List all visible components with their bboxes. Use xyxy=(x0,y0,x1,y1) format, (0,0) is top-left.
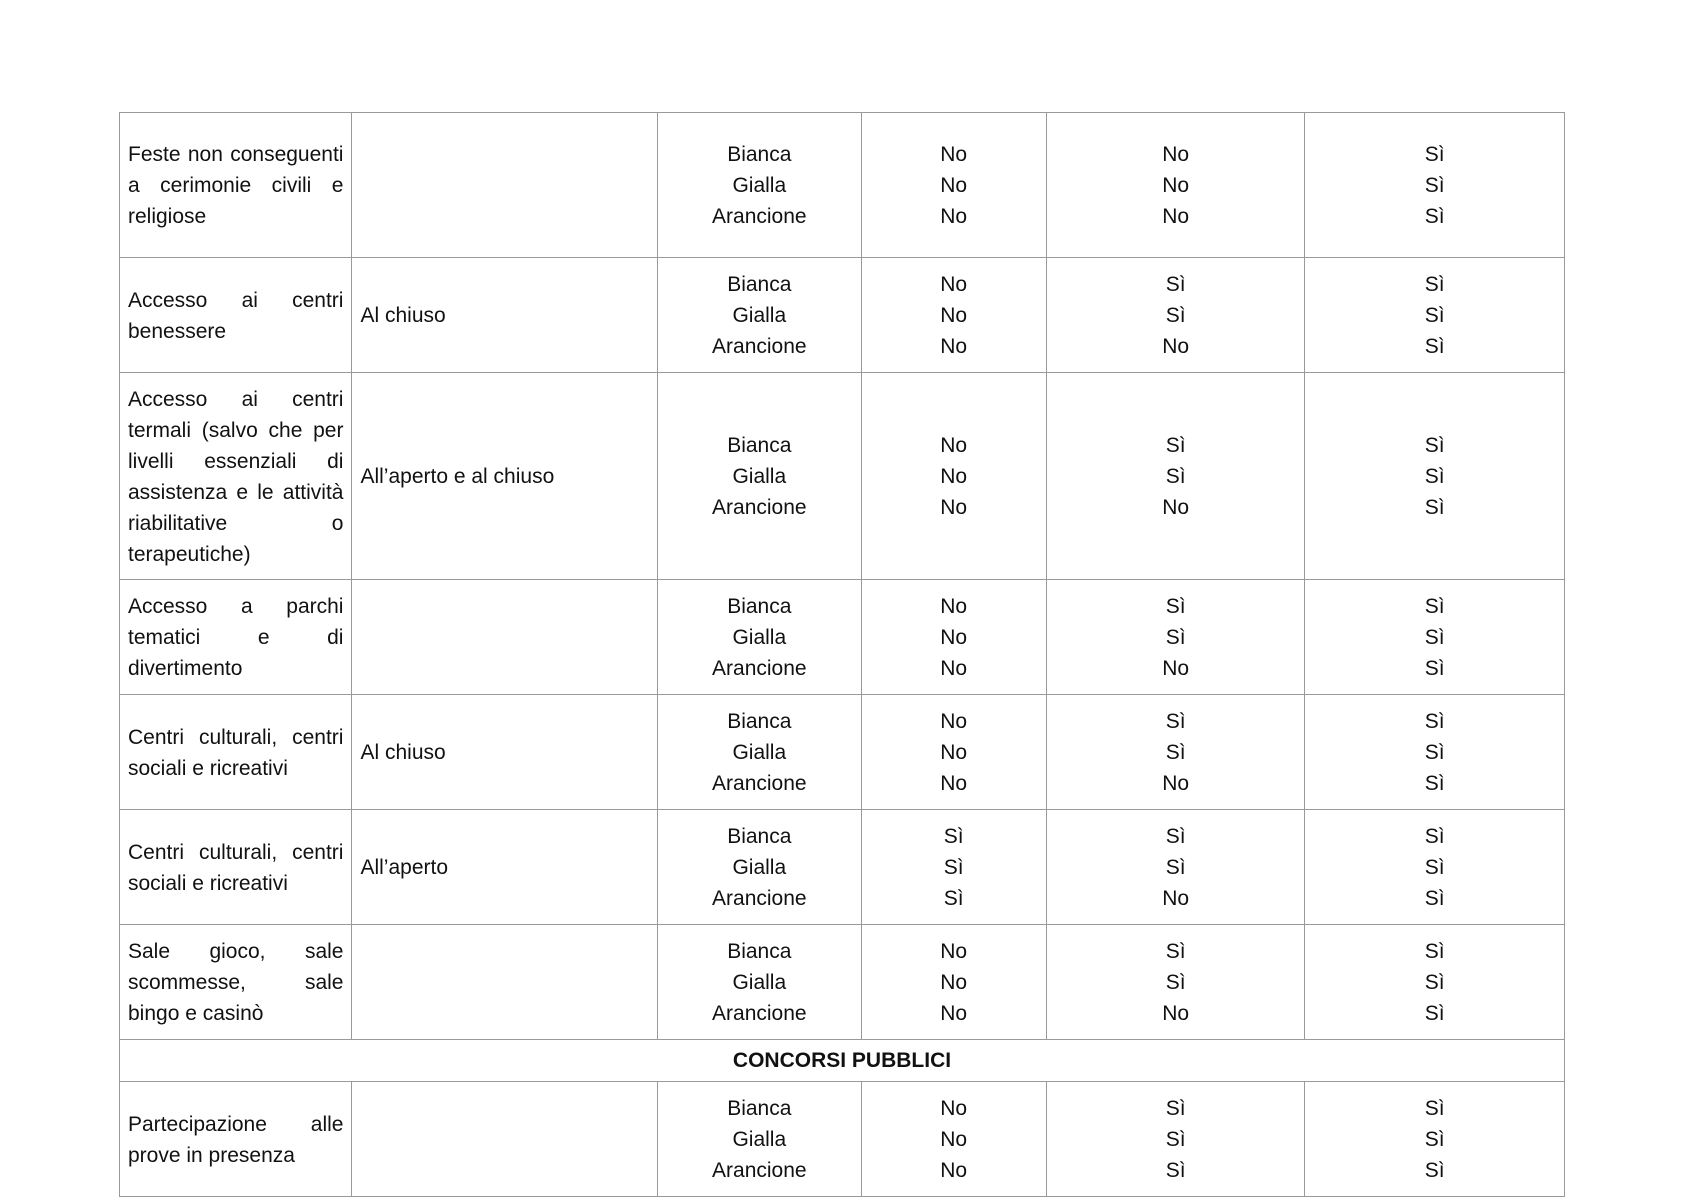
table-row xyxy=(120,258,1565,373)
column-4-cell xyxy=(861,258,1046,373)
table-row xyxy=(120,580,1565,695)
value: Sì xyxy=(1424,433,1445,457)
column-5-cell xyxy=(1046,258,1305,373)
setting-cell: All’aperto xyxy=(352,810,658,925)
zone-orange: Arancione xyxy=(712,1158,807,1182)
value: No xyxy=(940,709,968,733)
activity-cell: Accesso ai centri benessere xyxy=(120,258,352,373)
zone-white: Bianca xyxy=(727,272,792,296)
column-6-cell xyxy=(1305,580,1565,695)
zone-yellow: Gialla xyxy=(732,625,787,649)
value: Sì xyxy=(1424,495,1445,519)
zone-white: Bianca xyxy=(727,824,792,848)
column-6-cell xyxy=(1305,373,1565,580)
value: Sì xyxy=(1424,970,1445,994)
setting-cell xyxy=(352,580,658,695)
value: Sì xyxy=(1165,272,1186,296)
value: Sì xyxy=(943,886,964,910)
value: Sì xyxy=(1424,1158,1445,1182)
value: No xyxy=(940,464,968,488)
value: Sì xyxy=(1165,709,1186,733)
value: No xyxy=(940,1127,968,1151)
setting-cell: All’aperto e al chiuso xyxy=(352,373,658,580)
value: No xyxy=(940,1158,968,1182)
setting-cell xyxy=(352,925,658,1040)
value: Sì xyxy=(1424,173,1445,197)
activity-cell: Centri culturali, centri sociali e ricreativi xyxy=(120,695,352,810)
value: Sì xyxy=(1165,740,1186,764)
value: No xyxy=(1162,886,1190,910)
value: Sì xyxy=(1424,656,1445,680)
zone-yellow: Gialla xyxy=(732,464,787,488)
value: No xyxy=(1162,204,1190,228)
value: No xyxy=(940,303,968,327)
value: Sì xyxy=(1424,303,1445,327)
zone-cell xyxy=(658,1082,861,1197)
zone-white: Bianca xyxy=(727,142,792,166)
value: Sì xyxy=(1165,855,1186,879)
value: Sì xyxy=(943,855,964,879)
column-4-cell xyxy=(861,695,1046,810)
column-5-cell xyxy=(1046,580,1305,695)
setting-cell: Al chiuso xyxy=(352,695,658,810)
value: Sì xyxy=(1424,1127,1445,1151)
zone-orange: Arancione xyxy=(712,334,807,358)
zone-white: Bianca xyxy=(727,939,792,963)
value: Sì xyxy=(1424,334,1445,358)
value: No xyxy=(940,970,968,994)
table-row xyxy=(120,925,1565,1040)
column-4-cell xyxy=(861,373,1046,580)
value: No xyxy=(1162,173,1190,197)
value: No xyxy=(1162,334,1190,358)
activity-cell: Accesso ai centri termali (salvo che per livelli essenziali di assistenza e le attività riabilitative o terapeutiche) xyxy=(120,373,352,580)
value: No xyxy=(940,939,968,963)
column-6-cell xyxy=(1305,258,1565,373)
restrictions-table xyxy=(119,112,1565,1197)
setting-cell xyxy=(352,1082,658,1197)
value: Sì xyxy=(1424,771,1445,795)
column-5-cell xyxy=(1046,810,1305,925)
column-4-cell xyxy=(861,580,1046,695)
value: Sì xyxy=(1424,204,1445,228)
value: Sì xyxy=(1424,464,1445,488)
zone-cell xyxy=(658,810,861,925)
column-6-cell xyxy=(1305,1082,1565,1197)
column-5-cell xyxy=(1046,925,1305,1040)
zone-yellow: Gialla xyxy=(732,303,787,327)
value: No xyxy=(1162,495,1190,519)
value: Sì xyxy=(1165,303,1186,327)
value: Sì xyxy=(1424,824,1445,848)
value: Sì xyxy=(1165,464,1186,488)
value: Sì xyxy=(1424,1096,1445,1120)
value: No xyxy=(940,272,968,296)
activity-cell: Sale gioco, sale scommesse, sale bingo e casinò xyxy=(120,925,352,1040)
activity-cell: Centri culturali, centri sociali e ricreativi xyxy=(120,810,352,925)
activity-cell: Accesso a parchi tematici e di divertimento xyxy=(120,580,352,695)
zone-cell xyxy=(658,695,861,810)
value: No xyxy=(1162,771,1190,795)
zone-cell xyxy=(658,258,861,373)
setting-cell: Al chiuso xyxy=(352,258,658,373)
value: Sì xyxy=(1424,625,1445,649)
zone-white: Bianca xyxy=(727,594,792,618)
zone-cell xyxy=(658,580,861,695)
value: Sì xyxy=(1424,1001,1445,1025)
column-6-cell xyxy=(1305,925,1565,1040)
zone-orange: Arancione xyxy=(712,204,807,228)
zone-yellow: Gialla xyxy=(732,740,787,764)
document-page xyxy=(119,112,1565,1197)
value: Sì xyxy=(1424,709,1445,733)
value: Sì xyxy=(1424,142,1445,166)
section-title: CONCORSI PUBBLICI xyxy=(120,1040,1565,1082)
zone-orange: Arancione xyxy=(712,495,807,519)
value: Sì xyxy=(1424,272,1445,296)
column-4-cell xyxy=(861,113,1046,258)
table-row xyxy=(120,695,1565,810)
value: Sì xyxy=(1165,1096,1186,1120)
value: No xyxy=(1162,656,1190,680)
value: No xyxy=(940,204,968,228)
table-row xyxy=(120,373,1565,580)
value: No xyxy=(1162,1001,1190,1025)
table-row xyxy=(120,810,1565,925)
column-5-cell xyxy=(1046,1082,1305,1197)
zone-orange: Arancione xyxy=(712,1001,807,1025)
section-row xyxy=(120,1040,1565,1082)
column-4-cell xyxy=(861,1082,1046,1197)
zone-yellow: Gialla xyxy=(732,855,787,879)
value: Sì xyxy=(1424,886,1445,910)
column-5-cell xyxy=(1046,373,1305,580)
value: Sì xyxy=(1165,594,1186,618)
value: Sì xyxy=(1165,1158,1186,1182)
zone-white: Bianca xyxy=(727,1096,792,1120)
table-row xyxy=(120,113,1565,258)
zone-cell xyxy=(658,373,861,580)
zone-orange: Arancione xyxy=(712,656,807,680)
value: No xyxy=(940,594,968,618)
value: No xyxy=(940,740,968,764)
value: No xyxy=(940,1001,968,1025)
setting-cell xyxy=(352,113,658,258)
value: Sì xyxy=(1165,970,1186,994)
column-4-cell xyxy=(861,810,1046,925)
zone-yellow: Gialla xyxy=(732,173,787,197)
zone-yellow: Gialla xyxy=(732,970,787,994)
value: No xyxy=(940,495,968,519)
value: Sì xyxy=(1165,824,1186,848)
zone-cell xyxy=(658,113,861,258)
value: No xyxy=(940,1096,968,1120)
value: Sì xyxy=(1165,939,1186,963)
zone-orange: Arancione xyxy=(712,771,807,795)
value: No xyxy=(940,433,968,457)
activity-cell: Partecipazione alle prove in presenza xyxy=(120,1082,352,1197)
column-6-cell xyxy=(1305,113,1565,258)
value: No xyxy=(1162,142,1190,166)
column-6-cell xyxy=(1305,810,1565,925)
value: No xyxy=(940,625,968,649)
column-4-cell xyxy=(861,925,1046,1040)
zone-white: Bianca xyxy=(727,709,792,733)
zone-orange: Arancione xyxy=(712,886,807,910)
column-5-cell xyxy=(1046,113,1305,258)
value: No xyxy=(940,334,968,358)
zone-white: Bianca xyxy=(727,433,792,457)
value: Sì xyxy=(1424,740,1445,764)
value: Sì xyxy=(1165,1127,1186,1151)
column-5-cell xyxy=(1046,695,1305,810)
value: No xyxy=(940,656,968,680)
value: Sì xyxy=(1424,594,1445,618)
value: Sì xyxy=(1165,433,1186,457)
activity-cell: Feste non conseguenti a cerimonie civili e religiose xyxy=(120,113,352,258)
value: Sì xyxy=(1424,855,1445,879)
value: Sì xyxy=(1424,939,1445,963)
column-6-cell xyxy=(1305,695,1565,810)
zone-cell xyxy=(658,925,861,1040)
zone-yellow: Gialla xyxy=(732,1127,787,1151)
table-row xyxy=(120,1082,1565,1197)
value: Sì xyxy=(943,824,964,848)
value: No xyxy=(940,142,968,166)
value: No xyxy=(940,771,968,795)
value: Sì xyxy=(1165,625,1186,649)
value: No xyxy=(940,173,968,197)
